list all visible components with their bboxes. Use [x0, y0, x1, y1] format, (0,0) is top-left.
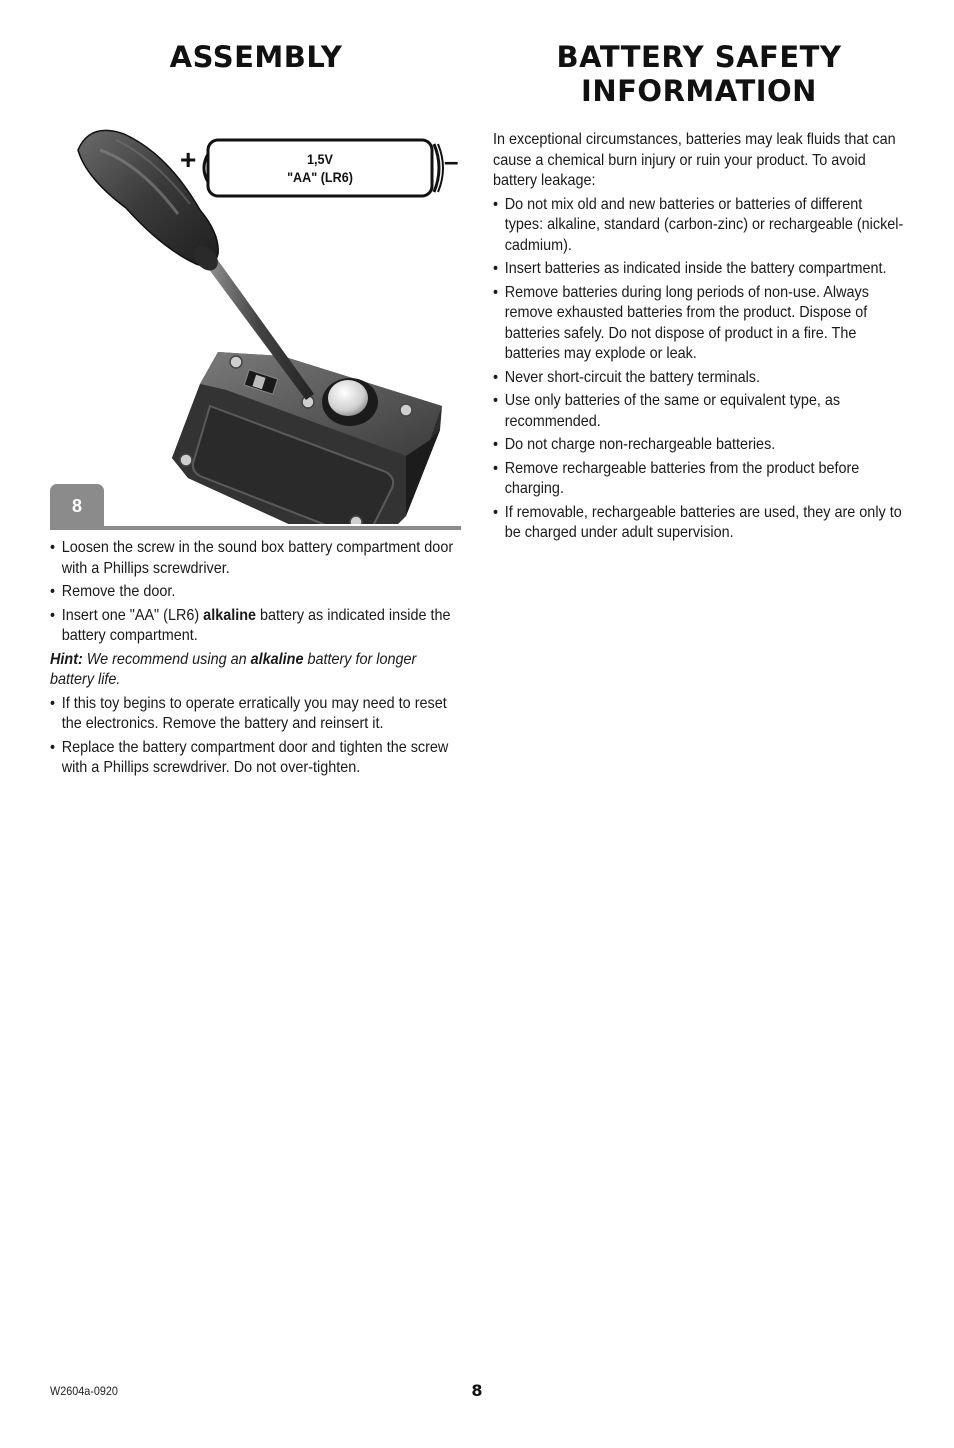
step-3-text-before: Insert one "AA" (LR6) — [61, 606, 204, 624]
assembly-section — [50, 40, 462, 776]
step-3-bold: alkaline — [203, 606, 257, 624]
battery-safety-heading — [493, 40, 905, 108]
safety-item: • Do not charge non-rechargeable batteries. — [493, 435, 903, 456]
battery-plus-sign: + — [180, 144, 197, 175]
document-code: W2604a-0920 — [50, 1384, 118, 1398]
battery-label — [221, 150, 419, 186]
safety-intro: In exceptional circumstances, batteries may leak fluids that can cause a chemical burn injury or ruin your product. To avoid battery leakage: — [493, 131, 896, 189]
page-number: 8 — [471, 1381, 483, 1400]
hint-note — [50, 650, 460, 691]
hint-label: Hint: — [50, 650, 83, 668]
safety-item: • Insert batteries as indicated inside the battery compartment. — [493, 259, 903, 280]
step-3-text-after: battery as indicated inside the battery compartment. — [61, 606, 451, 644]
sound-box-icon — [172, 352, 442, 524]
assembly-instructions — [50, 538, 460, 782]
safety-heading-line-1: BATTERY SAFETY — [556, 40, 842, 74]
hint-text-before: We recommend using an — [82, 650, 251, 668]
step-number-badge: 8 — [50, 484, 104, 528]
battery-safety-section — [493, 40, 905, 547]
safety-item: • Remove rechargeable batteries from the product before charging. — [493, 459, 903, 500]
assembly-step-2: • Remove the door. — [50, 582, 460, 603]
safety-item: • Never short-circuit the battery terminals. — [493, 368, 903, 389]
assembly-step-1: • Loosen the screw in the sound box battery compartment door with a Phillips screwdriver. — [50, 538, 460, 579]
safety-item: • If removable, rechargeable batteries are used, they are only to be charged under adult supervision. — [493, 503, 903, 544]
hint-text-after: battery for longer battery life. — [50, 650, 417, 688]
safety-item: • Remove batteries during long periods of non-use. Always remove exhausted batteries from the product. Dispose of batteries safely. Do not dispose of product in a fire. The batteries may explode or leak. — [493, 283, 903, 365]
battery-minus-sign: – — [444, 146, 459, 176]
assembly-step-3 — [50, 606, 460, 647]
assembly-illustration — [50, 84, 462, 524]
battery-type: "AA" (LR6) — [287, 169, 353, 185]
safety-heading-line-2: INFORMATION — [581, 74, 817, 108]
battery-safety-text — [493, 130, 903, 544]
safety-item: • Use only batteries of the same or equivalent type, as recommended. — [493, 391, 903, 432]
assembly-step-4: • If this toy begins to operate erratically you may need to reset the electronics. Remove the battery and reinsert it. — [50, 694, 460, 735]
hint-bold: alkaline — [250, 650, 304, 668]
safety-item: • Do not mix old and new batteries or batteries of different types: alkaline, standard (carbon-zinc) or rechargeable (nickel-cadmium). — [493, 195, 903, 257]
battery-voltage: 1,5V — [307, 151, 333, 167]
assembly-heading: ASSEMBLY — [169, 40, 343, 74]
assembly-step-5: • Replace the battery compartment door and tighten the screw with a Phillips screwdriver. Do not over-tighten. — [50, 738, 460, 779]
step-divider — [50, 526, 461, 530]
